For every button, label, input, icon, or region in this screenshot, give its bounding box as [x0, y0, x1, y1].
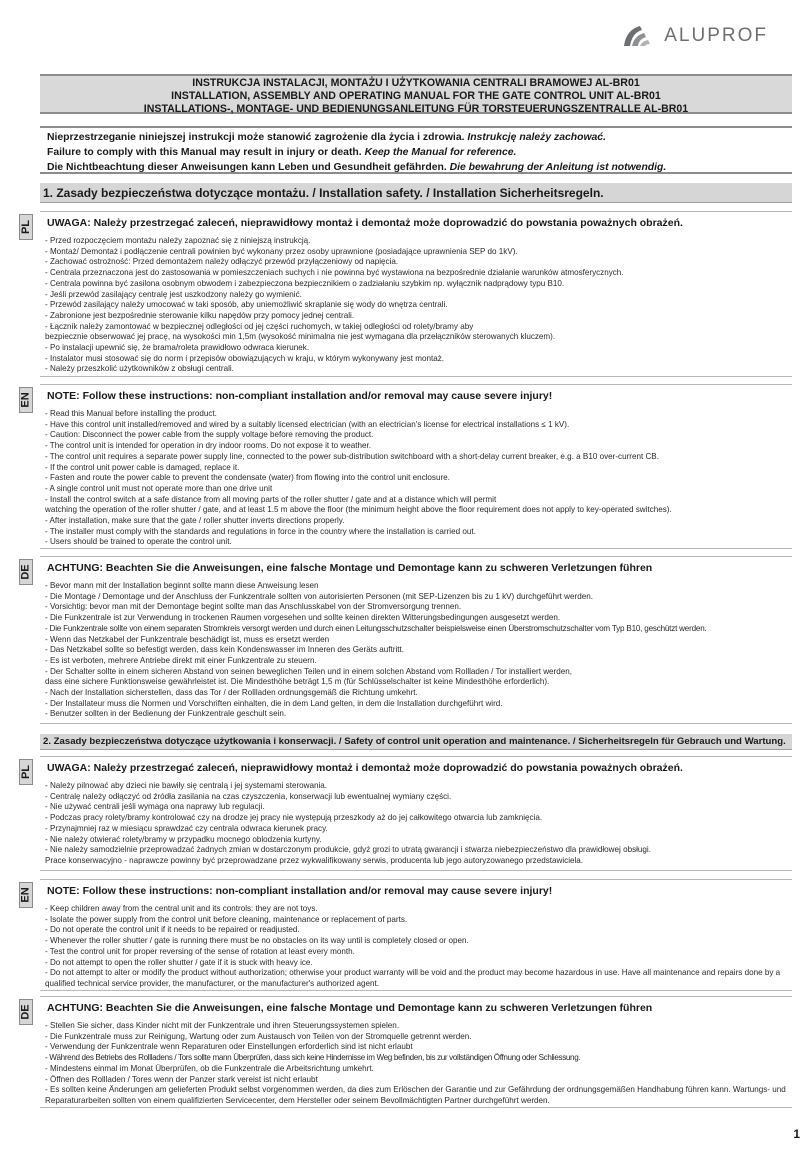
warning-en-text: Failure to comply with this Manual may result in injury or death.: [47, 147, 362, 158]
list-item: - Zabronione jest bezpośrednie sterowanie kilku napędów przy pomocy jednej centrali.: [45, 310, 355, 320]
list-item: - Nie należy samodzielnie przeprowadzać żadnych zmian w dostarczonym produkcie, gdyż grozi to utratą gwarancji i stwarza niebezpieczeństwo dla prawidłowej obsługi.: [45, 845, 651, 855]
brand-logo: [622, 24, 768, 48]
list-item: - Vorsichtig: bevor man mit der Demontage begint sollte man das Anschlusskabel von der Stromversorgung trennen.: [45, 602, 462, 612]
list-item: - Przed rozpoczęciem montażu należy zapoznać się z niniejszą instrukcją.: [45, 236, 311, 245]
s2-en-heading: NOTE: Follow these instructions: non-compliant installation and/or removal may cause severe injury!: [47, 885, 553, 897]
list-item: - Der Schalter sollte in einem sicheren Abstand von seinen beweglichen Teilen und in einem solchen Abstand vom Rollladen / Tor installiert werden,: [45, 666, 572, 676]
list-item: - Der Installateur muss die Normen und Vorschriften einhalten, die in dem Land gelten, in dem die Installation durchgeführt wird.: [45, 698, 503, 708]
s2-en-list: [40, 904, 792, 990]
list-item: - Die Funkzentrale sollte von einem separaten Stromkreis versorgt werden und durch einen Leitungsschutzschalter beispielsweise einen Überstromschutzschalter vom Typ B10, geschützt werden.: [45, 623, 707, 633]
title-line-de: INSTALLATIONS-, MONTAGE- UND BEDIENUNGSANLEITUNG FÜR TORSTEUERUNGSZENTRALLE AL-BR01: [143, 103, 689, 115]
list-item: - Montaż/ Demontaż i podłączenie centrali powinien być wykonany przez osoby uprawnione (posiadające uprawnienia SEP do 1kV).: [45, 246, 518, 256]
lang-tag-label: EN: [20, 887, 32, 903]
list-item: - Do not operate the control unit if it needs to be repaired or readjusted.: [45, 925, 300, 935]
list-item: - Caution: Disconnect the power cable from the supply voltage before removing the product.: [45, 430, 374, 440]
list-item: - After installation, make sure that the gate / roller shutter inverts directions properly.: [45, 516, 345, 526]
list-item: - Während des Betriebs des Rollladens / Tors sollte mann Überprüfen, dass sich keine Hindernisse im Weg befinden, bis zur vollständigen Öffnung oder Schliessung.: [45, 1053, 581, 1063]
warning-pl-text: Nieprzestrzeganie niniejszej instrukcji może stanowić zagrożenie dla życia i zdrowia.: [47, 132, 465, 143]
list-item: - Install the control switch at a safe distance from all moving parts of the roller shutter / gate and at a distance which will permit: [45, 494, 497, 504]
list-item: - Przewód zasilający należy umocować w taki sposób, aby uniemożliwić skraplanie się wody do wnętrza centrali.: [45, 300, 448, 310]
section-2-title: 2. Zasady bezpieczeństwa dotyczące użytkowania i konserwacji. / Safety of control unit operation and maintenance. / Sicherheitsregeln für Gebrauch und Wartung.: [40, 734, 792, 750]
lang-tag-label: DE: [20, 564, 32, 580]
list-item: - Test the control unit for proper reversing of the sense of rotation at least every month.: [45, 946, 355, 956]
lang-tag-pl: [19, 759, 33, 785]
list-item: - Nach der Installation sicherstellen, dass das Tor / der Rollladen ordnungsgemäß die Richtung umkehrt.: [45, 688, 418, 698]
list-item: - Keep children away from the central unit and its controls: they are not toys.: [45, 904, 318, 913]
s1-en-list: [40, 409, 792, 548]
list-item: - The control unit requires a separate power supply line, connected to the power sub-distribution switchboard with a short-delay current breaker, e.g. a B10 over-current CB.: [45, 451, 659, 461]
list-item: - Es sollten keine Änderungen am gelieferten Produkt selbst vorgenommen werden, da dies zum Erlöschen der Garantie und zur Gefährdung der ordnungsgemäßen Handhabung führen kann. Wartungs- und Reparaturarbeiten sollten von einem qualifizierten Servicecenter, dem Hersteller oder seinem Bevollmächtigten Partner durchgeführt werden.: [45, 1085, 786, 1105]
list-item: - Die Funkzentrale ist zur Verwendung in trockenen Raumen vorgesehen und sollte keinen direkten Witterungsbedingungen ausgesetzt werden.: [45, 613, 561, 623]
s1-pl-heading: UWAGA: Należy przestrzegać zaleceń, nieprawidłowy montaż i demontaż może doprowadzić do powstania poważnych obrażeń.: [47, 217, 683, 229]
warning-pl: [47, 130, 792, 145]
warning-en-italic: Keep the Manual for reference.: [364, 147, 517, 158]
list-item: - Łącznik należy zamontować w bezpiecznej odległości od jej części ruchomych, w takiej odległości od rolety/bramy aby: [45, 321, 474, 331]
brand-name: ALUPROF: [664, 25, 768, 46]
list-item: - Centrala przeznaczona jest do zastosowania w pomieszczeniach suchych i nie powinna być wystawiona na bezpośrednie działanie warunków atmosferycznych.: [45, 268, 624, 278]
list-item: - Die Montage / Demontage und der Anschluss der Funkzentrale sollten von autorisierten Personen (mit SEP-Lizenzen bis zu 1 kV) durchgeführt werden.: [45, 591, 593, 601]
list-item: - Należy przeszkolić użytkowników z obsługi centrali.: [45, 364, 234, 374]
s2-en-block: [40, 879, 792, 991]
list-item: - Bevor mann mit der Installation beginnt sollte mann diese Anweisung lesen: [45, 581, 319, 590]
s2-pl-heading: UWAGA: Należy przestrzegać zaleceń, nieprawidłowy montaż i demontaż może doprowadzić do powstania poważnych obrażeń.: [47, 762, 683, 774]
document-title: [40, 74, 792, 114]
list-item: - Zachować ostrożność: Przed demontażem należy odłączyć przewód przyłączeniowy od napięcia.: [45, 257, 399, 267]
list-item: - Fasten and route the power cable to prevent the condensate (water) from flowing into the control unit enclosure.: [45, 473, 450, 483]
list-item: - Do not attempt to open the roller shutter / gate if it is stuck with heavy ice.: [45, 957, 313, 967]
list-item: - Wenn das Netzkabel der Funkzentrale beschädigt ist, muss es ersetzt werden: [45, 634, 330, 644]
list-item: - Mindestens einmal im Monat Überprüfen, ob die Funkzentrale die Arbeitsrichtung umkehrt.: [45, 1063, 374, 1073]
s1-en-heading: NOTE: Follow these instructions: non-compliant installation and/or removal may cause severe injury!: [47, 390, 553, 402]
list-item: - Es ist verboten, mehrere Antriebe direkt mit einer Funkzentrale zu steuern.: [45, 655, 317, 665]
s2-pl-block: [40, 756, 792, 871]
s1-de-block: [40, 556, 792, 724]
list-item: - Isolate the power supply from the control unit before cleaning, maintenance or replacement of parts.: [45, 914, 408, 924]
s2-de-block: [40, 996, 792, 1108]
s1-en-block: [40, 384, 792, 549]
title-line-en: INSTALLATION, ASSEMBLY AND OPERATING MANUAL FOR THE GATE CONTROL UNIT AL-BR01: [171, 90, 661, 102]
warning-de: [47, 160, 792, 175]
list-item: - Centrala powinna być zasilona osobnym obwodem i zabezpieczona bezpiecznikiem o zadziałaniu szybkim np. wyłącznik nadprądowy typu B10.: [45, 278, 565, 288]
s1-pl-list: [40, 236, 792, 375]
s2-de-list: [40, 1021, 792, 1107]
warning-de-text: Die Nichtbeachtung dieser Anweisungen kann Leben und Gesundheit gefährden.: [47, 162, 447, 173]
s2-de-heading: ACHTUNG: Beachten Sie die Anweisungen, eine falsche Montage und Demontage kann zu schweren Verletzungen führen: [47, 1002, 653, 1014]
list-item: - Stellen Sie sicher, dass Kinder nicht mit der Funkzentrale und ihren Steuerungssystemen spielen.: [45, 1021, 400, 1030]
s1-de-list: [40, 581, 792, 720]
general-warning: [40, 126, 792, 174]
warning-pl-italic: Instrukcję należy zachować.: [467, 132, 606, 143]
warning-de-italic: Die bewahrung der Anleitung ist notwendig.: [449, 162, 667, 173]
list-item: - If the control unit power cable is damaged, replace it.: [45, 462, 240, 472]
list-item: bezpiecznie obserwować jej pracę, na wysokości min 1,5m (wysokość minimalna nie jest wymagana dla przełączników sterowanych kluczem).: [45, 332, 556, 342]
list-item: - Users should be trained to operate the control unit.: [45, 537, 232, 547]
lang-tag-de: [19, 999, 33, 1025]
list-item: - Verwendung der Funkzentrale wenn Reparaturen oder Einstellungen erforderlich sind ist nicht erlaubt: [45, 1042, 413, 1052]
lang-tag-label: DE: [20, 1004, 32, 1020]
page-number: 1: [793, 1127, 800, 1141]
title-line-pl: INSTRUKCJA INSTALACJI, MONTAŻU I UŻYTKOWANIA CENTRALI BRAMOWEJ AL-BR01: [192, 77, 640, 89]
list-item: dass eine sichere Funktionsweise gewährleistet ist. Die Mindesthöhe beträgt 1,5 m (für Schlüsselschalter ist keine Mindesthöhe erforderlich).: [45, 677, 550, 687]
list-item: - Read this Manual before installing the product.: [45, 409, 217, 418]
list-item: - Centralę należy odłączyć od źródła zasilania na czas czyszczenia, konserwacji lub ewentualnej wymiany części.: [45, 791, 452, 801]
warning-en: [47, 145, 792, 160]
list-item: - Benutzer sollten in der Bedienung der Funkzentrale geschult sein.: [45, 709, 287, 719]
list-item: - Nie należy otwierać rolety/bramy w przypadku mocnego oblodzenia kurtyny.: [45, 834, 322, 844]
lang-tag-label: EN: [20, 392, 32, 408]
lang-tag-de: [19, 559, 33, 585]
s1-de-heading: ACHTUNG: Beachten Sie die Anweisungen, eine falsche Montage und Demontage kann zu schweren Verletzungen führen: [47, 562, 653, 574]
lang-tag-label: PL: [20, 764, 32, 780]
list-item: watching the operation of the roller shutter / gate, and at least 1.5 m above the floor (the minimum height above the floor requirement does not apply to key-operated switches).: [45, 505, 672, 515]
list-item: - The control unit is intended for operation in dry indoor rooms. Do not expose it to weather.: [45, 441, 372, 451]
list-item: - A single control unit must not operate more than one drive unit: [45, 483, 273, 493]
list-item: - Instalator musi stosować się do norm i przepisów obowiązujących w kraju, w którym wykonywany jest montaż.: [45, 353, 444, 363]
lang-tag-label: PL: [20, 219, 32, 235]
list-item: - Przynajmniej raz w miesiącu sprawdzać czy centrala odwraca kierunek pracy.: [45, 823, 328, 833]
list-item: - Jeśli przewód zasilający centralę jest uszkodzony należy go wymienić.: [45, 289, 302, 299]
list-item: - Die Funkzentrale muss zur Reinigung, Wartung oder zum Austausch von Teilen von der Stromquelle getrennt werden.: [45, 1031, 472, 1041]
list-item: - Öffnen des Rollladen / Tores wenn der Panzer stark vereist ist nicht erlaubt: [45, 1074, 318, 1084]
list-item: - Das Netzkabel sollte so befestigt werden, dass kein Kondenswasser im Inneren des Geräts auftritt.: [45, 645, 404, 655]
list-item: - Do not attempt to alter or modify the product without authorization; otherwise your product warranty will be void and the product may become hazardous in use. Have all maintenance and repairs done by a qualified technical service provider, the manufacturer, or the manufacturer's authorized agent.: [45, 968, 781, 988]
list-item: Prace konserwacyjno - naprawcze powinny być przeprowadzane przez wykwalifikowany serwis, producenta lub jego autoryzowanego przedstawiciela.: [45, 855, 584, 865]
section-1-title: 1. Zasady bezpieczeństwa dotyczące montażu. / Installation safety. / Installation Sicherheitsregeln.: [40, 183, 792, 203]
lang-tag-pl: [19, 214, 33, 240]
list-item: - Whenever the roller shutter / gate is running there must be no obstacles on its way until is completely closed or open.: [45, 936, 469, 946]
s2-pl-list: [40, 781, 792, 867]
s1-pl-block: [40, 211, 792, 377]
list-item: - The installer must comply with the standards and regulations in force in the country where the installation is carried out.: [45, 526, 476, 536]
list-item: - Podczas pracy rolety/bramy kontrolować czy na drodze jej pracy nie występują przeszkody aż do jej całkowitego otwarcia lub zamknięcia.: [45, 813, 543, 823]
list-item: - Nie używać centrali jeśli wymaga ona naprawy lub regulacji.: [45, 802, 265, 812]
aluprof-logo-icon: [622, 24, 658, 48]
list-item: - Have this control unit installed/removed and wired by a suitably licensed electrician (with an electrician's license for electrical installations ≤ 1 kV).: [45, 419, 570, 429]
lang-tag-en: [19, 882, 33, 908]
list-item: - Należy pilnować aby dzieci nie bawiły się centralą i jej systemami sterowania.: [45, 781, 328, 790]
lang-tag-en: [19, 387, 33, 413]
list-item: - Po instalacji upewnić się, że brama/roleta prawidłowo odwraca kierunek.: [45, 343, 310, 353]
